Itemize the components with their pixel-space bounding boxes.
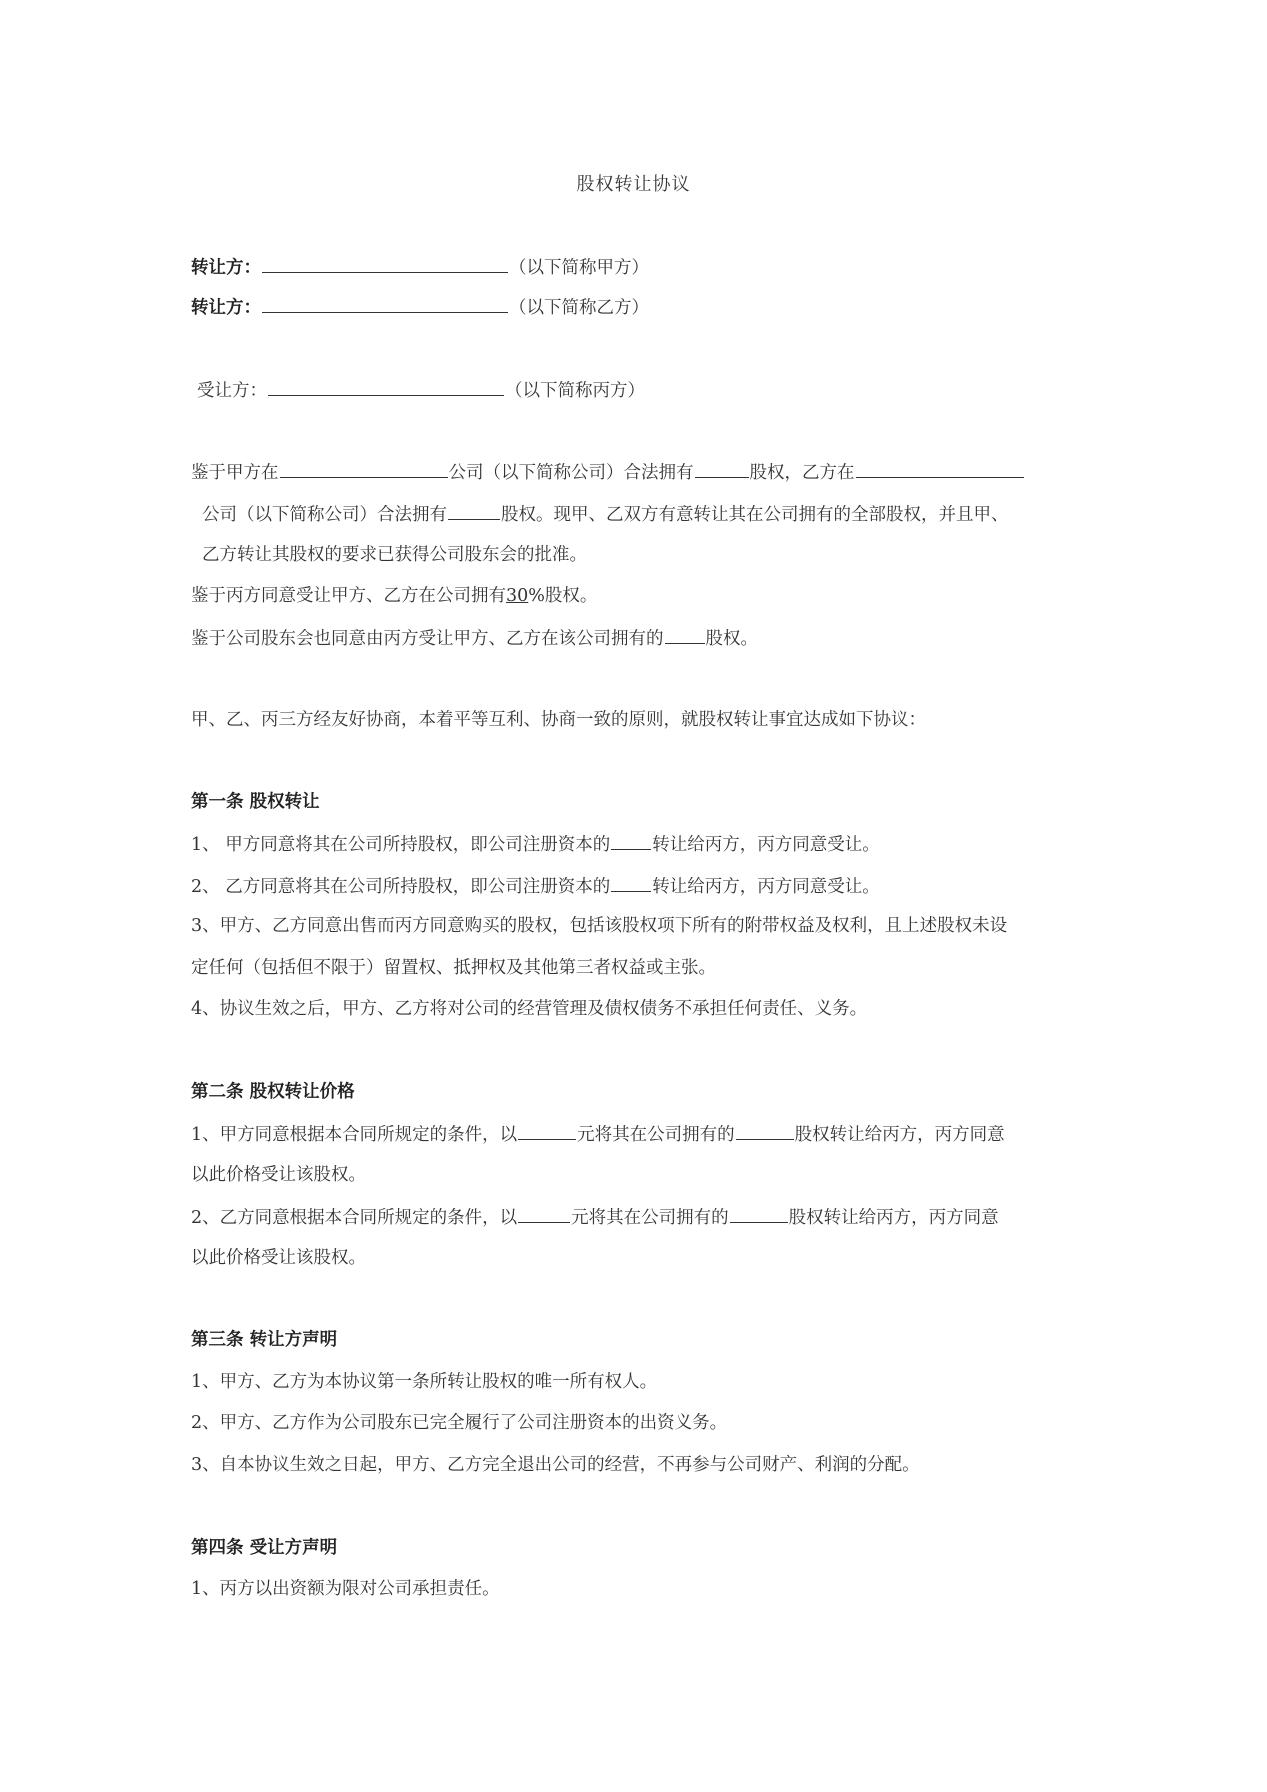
price-blank xyxy=(518,1204,570,1223)
article-1-item-3-line-2: 定任何（包括但不限于）留置权、抵押权及其他第三者权益或主张。 xyxy=(191,958,716,978)
article-text: 转让给丙方，丙方同意受让。 xyxy=(652,877,880,897)
article-3-item-2: 2、甲方、乙方作为公司股东已完全履行了公司注册资本的出资义务。 xyxy=(191,1413,728,1433)
party-a-blank xyxy=(262,254,508,273)
recital-line-1 xyxy=(191,459,1025,485)
article-text: 2、乙方同意根据本合同所规定的条件，以 xyxy=(191,1208,518,1228)
article-text: 1、 甲方同意将其在公司所持股权，即公司注册资本的 xyxy=(191,835,611,855)
recital-text: 鉴于丙方同意受让甲方、乙方在公司拥有 xyxy=(191,586,506,606)
page-title: 股权转让协议 xyxy=(576,174,691,195)
recital-line-5 xyxy=(191,625,758,651)
share-blank xyxy=(665,625,705,644)
company-blank xyxy=(856,459,1024,478)
recital-line-4 xyxy=(191,584,597,608)
article-text: 2、 乙方同意将其在公司所持股权，即公司注册资本的 xyxy=(191,877,611,897)
party-a-label: 转让方： xyxy=(191,258,261,278)
ratio-blank xyxy=(611,873,651,892)
preamble: 甲、乙、丙三方经友好协商，本着平等互利、协商一致的原则，就股权转让事宜达成如下协议： xyxy=(191,710,926,730)
party-b-label: 转让方： xyxy=(191,298,261,318)
recital-text: 股权。 xyxy=(705,629,758,649)
article-2-item-2 xyxy=(191,1204,999,1230)
article-text: 股权转让给丙方，丙方同意 xyxy=(794,1125,1005,1145)
article-2-item-1 xyxy=(191,1121,1005,1147)
article-1-item-4: 4、协议生效之后，甲方、乙方将对公司的经营管理及债权债务不承担任何责任、义务。 xyxy=(191,999,868,1019)
party-a-line xyxy=(191,254,649,280)
party-c-suffix: （以下简称丙方） xyxy=(505,381,645,401)
party-c-label: 受让方： xyxy=(197,381,267,401)
article-3-item-3: 3、自本协议生效之日起，甲方、乙方完全退出公司的经营，不再参与公司财产、利润的分配。 xyxy=(191,1455,920,1475)
party-a-suffix: （以下简称甲方） xyxy=(509,258,649,278)
party-b-blank xyxy=(262,294,508,313)
ratio-blank xyxy=(611,831,651,850)
article-2-heading: 第二条 股权转让价格 xyxy=(191,1082,355,1102)
party-c-blank xyxy=(268,377,504,396)
article-1-item-1 xyxy=(191,831,880,857)
percentage-value: 30 xyxy=(506,586,529,606)
price-blank xyxy=(518,1121,576,1140)
article-2-item-2-line-2: 以此价格受让该股权。 xyxy=(191,1248,366,1268)
article-1-item-2 xyxy=(191,873,880,899)
recital-line-3: 乙方转让其股权的要求已获得公司股东会的批准。 xyxy=(202,545,587,565)
article-1-heading: 第一条 股权转让 xyxy=(191,792,320,812)
recital-text: 鉴于甲方在 xyxy=(191,463,279,483)
article-text: 股权转让给丙方，丙方同意 xyxy=(788,1208,999,1228)
company-blank xyxy=(280,459,448,478)
article-text: 元将其在公司拥有的 xyxy=(577,1125,735,1145)
recital-text: 公司（以下简称公司）合法拥有 xyxy=(448,463,694,483)
recital-text: 股权，乙方在 xyxy=(749,463,855,483)
article-4-item-1: 1、丙方以出资额为限对公司承担责任。 xyxy=(191,1579,500,1599)
article-text: 转让给丙方，丙方同意受让。 xyxy=(652,835,880,855)
recital-text: 股权。现甲、乙双方有意转让其在公司拥有的全部股权，并且甲、 xyxy=(501,505,1009,525)
article-text: 1、甲方同意根据本合同所规定的条件，以 xyxy=(191,1125,518,1145)
share-blank xyxy=(736,1121,794,1140)
article-3-heading: 第三条 转让方声明 xyxy=(191,1330,338,1350)
party-b-line xyxy=(191,294,649,320)
article-2-item-1-line-2: 以此价格受让该股权。 xyxy=(191,1165,366,1185)
recital-line-2 xyxy=(202,501,1009,527)
article-text: 元将其在公司拥有的 xyxy=(571,1208,729,1228)
article-3-item-1: 1、甲方、乙方为本协议第一条所转让股权的唯一所有权人。 xyxy=(191,1372,658,1392)
recital-text: 鉴于公司股东会也同意由丙方受让甲方、乙方在该公司拥有的 xyxy=(191,629,664,649)
article-4-heading: 第四条 受让方声明 xyxy=(191,1538,338,1558)
recital-text: 公司（以下简称公司）合法拥有 xyxy=(202,505,447,525)
share-blank xyxy=(695,459,749,478)
share-blank xyxy=(448,501,500,520)
recital-text: %股权。 xyxy=(528,586,598,606)
article-1-item-3-line-1: 3、甲方、乙方同意出售而丙方同意购买的股权，包括该股权项下所有的附带权益及权利，且上述股权未设 xyxy=(191,916,1008,936)
party-b-suffix: （以下简称乙方） xyxy=(509,298,649,318)
party-c-line xyxy=(197,377,645,403)
share-blank xyxy=(730,1204,788,1223)
